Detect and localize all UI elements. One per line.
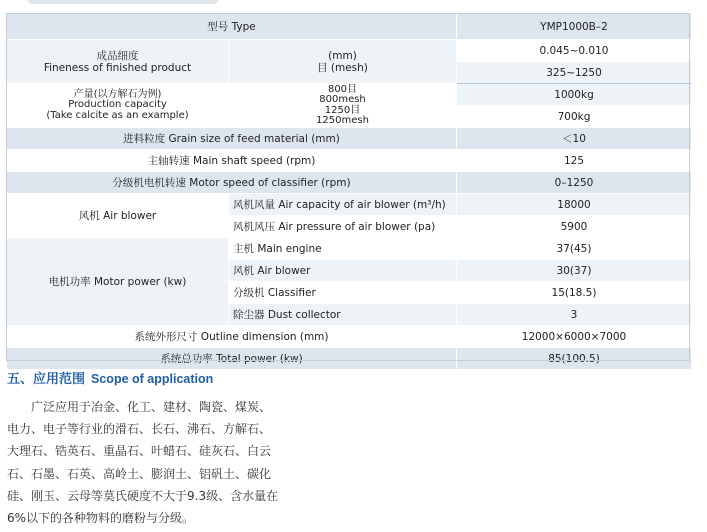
section-title-en: Scope of application: [91, 372, 214, 386]
table-row-capacity-1: [7, 84, 692, 106]
motor-item-label: 分级机 Classifier: [229, 282, 457, 304]
table-row-classifier-speed: [7, 172, 692, 194]
motor-item-label: 主机 Main engine: [229, 238, 457, 260]
motor-item-value: 37(45): [457, 238, 692, 260]
outline-label: 系统外形尺寸 Outline dimension (mm): [7, 326, 457, 348]
table-row-feed-size: [7, 128, 692, 150]
table-row-type: [7, 14, 692, 40]
motor-item-label: 除尘器 Dust collector: [229, 304, 457, 326]
motor-item-value: 30(37): [457, 260, 692, 282]
type-label: 型号 Type: [7, 14, 457, 40]
motor-item-value: 15(18.5): [457, 282, 692, 304]
capacity-mesh-4: 1250mesh: [316, 115, 369, 126]
motor-item-label: 风机 Air blower: [229, 260, 457, 282]
cropped-top-edge: [0, 0, 707, 8]
blower-capacity-value: 18000: [457, 194, 692, 216]
main-shaft-value: 125: [457, 150, 692, 172]
feed-size-value: ＜10: [457, 128, 692, 150]
capacity-value-1: 1000kg: [457, 84, 692, 106]
blower-label: 风机 Air blower: [7, 194, 229, 238]
section-title-cn: 五、应用范围: [7, 371, 86, 386]
paragraph-line: 6%以下的各种物料的磨粉与分级。: [7, 511, 195, 526]
motor-item-value: 3: [457, 304, 692, 326]
paragraph-line: 电力、电子等行业的滑石、长石、沸石、方解石、: [7, 422, 272, 437]
capacity-value-2: 700kg: [457, 106, 692, 128]
total-power-label: 系统总功率 Total power (kw): [7, 348, 457, 370]
fineness-unit-mm: (mm): [328, 49, 357, 62]
fineness-unit: [229, 40, 457, 84]
table-row-total-power: [7, 348, 692, 370]
fineness-value-mm: 0.045~0.010: [457, 40, 692, 62]
paragraph-line: 大理石、锆英石、重晶石、叶蜡石、硅灰石、白云: [7, 444, 272, 459]
table-row-outline: [7, 326, 692, 348]
paragraph-line: 石、石墨、石英、高岭土、膨润土、铝矾土、碳化: [7, 466, 272, 481]
fineness-label: [7, 40, 229, 84]
capacity-label-note: (Take calcite as an example): [46, 109, 189, 121]
paragraph-line: 广泛应用于冶金、化工、建材、陶瓷、煤炭、: [31, 400, 272, 414]
blower-capacity-label: 风机风量 Air capacity of air blower (m³/h): [229, 194, 457, 216]
classifier-speed-label: 分级机电机转速 Motor speed of classifier (rpm): [7, 172, 457, 194]
fineness-unit-mesh: 目 (mesh): [317, 61, 368, 74]
fineness-value-mesh: 325~1250: [457, 62, 692, 84]
table-row-fineness-mm: [7, 40, 692, 62]
outline-value: 12000×6000×7000: [457, 326, 692, 348]
capacity-mesh: [229, 84, 457, 128]
capacity-label: [7, 84, 229, 128]
blower-pressure-label: 风机风压 Air pressure of air blower (pa): [229, 216, 457, 238]
capacity-mesh-3: 1250目: [324, 104, 361, 116]
capacity-label-cn: 产量(以方解石为例): [73, 88, 162, 100]
capacity-mesh-1: 800目: [327, 83, 358, 95]
blower-pressure-value: 5900: [457, 216, 692, 238]
feed-size-label: 进料粒度 Grain size of feed material (mm): [7, 128, 457, 150]
section-heading: [7, 368, 213, 387]
fineness-label-en: Fineness of finished product: [43, 61, 192, 74]
application-paragraph: [7, 396, 297, 529]
table-row-main-shaft: [7, 150, 692, 172]
fineness-label-cn: 成品细度: [96, 49, 139, 62]
paragraph-line: 硅、刚玉、云母等莫氏硬度不大于9.3级、含水量在: [7, 488, 279, 503]
total-power-value: 85(100.5): [457, 348, 692, 370]
type-value: YMP1000B–2: [457, 14, 692, 40]
table-row-blower-capacity: [7, 194, 692, 216]
spec-table: [6, 13, 692, 370]
motor-power-label: 电机功率 Motor power (kw): [7, 238, 229, 326]
capacity-mesh-2: 800mesh: [319, 94, 366, 105]
classifier-speed-value: 0–1250: [457, 172, 692, 194]
capacity-label-en: Production capacity: [68, 99, 167, 111]
main-shaft-label: 主轴转速 Main shaft speed (rpm): [7, 150, 457, 172]
table-row-motor-main: [7, 238, 692, 260]
